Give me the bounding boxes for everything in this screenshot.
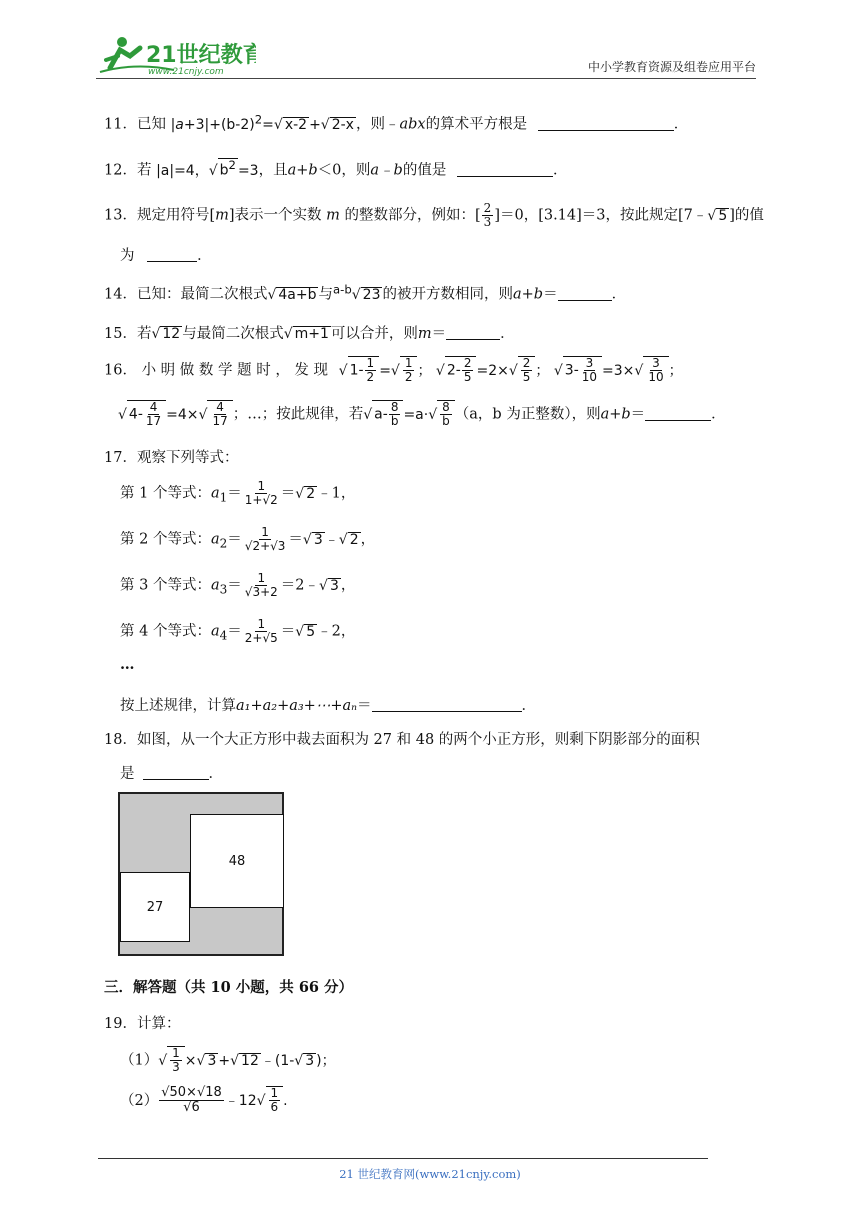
answer-blank[interactable] <box>558 285 612 301</box>
question-18-line2: 是 ． <box>120 766 223 782</box>
squares-figure <box>118 792 284 956</box>
q17-row-1: 第 1 个等式：$a_1=$ $\frac{1}{1+√2}$ ＝√ 2 ﹣1， <box>120 479 356 508</box>
question-15: 15．若√ 12 与最简二次根式√ m+1 可以合并，则m＝ ． <box>104 326 515 342</box>
question-11: 11．已知 $|a+3|+(b-2)^2=√$ x-2 +√ 2-x ，则﹣abx的算术平方根是 ． <box>104 112 689 133</box>
question-13: 13．规定用符号[m]表示一个实数 m 的整数部分，例如：[ $\frac{2}{3}$ ]＝0，[3.14]＝3，按此规定[7﹣√ 5 ]的值 <box>104 201 764 230</box>
logo-url: www.21cnjy.com <box>148 67 224 77</box>
q17-row-2: 第 2 个等式：$a_2=$ $\frac{1}{√2+√3}$ ＝√ 3 ﹣√ 2 ， <box>120 525 376 554</box>
q19-part-2: （2） $\frac{√50\times√18}{√6}$ ﹣12√ $\frac{1}{6}$ . <box>120 1085 288 1116</box>
site-logo <box>96 34 256 78</box>
footer-divider <box>98 1158 708 1159</box>
logo-text: 21世纪教育 <box>146 43 256 68</box>
square-27: 27 <box>120 872 190 942</box>
question-16-line2: √ 4- $\frac{4}{17}$ =4×√ $\frac{4}{17}$ ；…；按此规律，若√ a- $\frac{8}{b}$ =a·√ $\frac{8}{b}$ （a，b 为正整数），则a+b＝ ． <box>118 400 726 429</box>
question-16: 16． 小 明 做 数 学 题 时 ， 发 现 √ 1- $\frac{1}{2}$ =√ $\frac{1}{2}$ ； √ 2- $\frac{2}{5}$ =2×√ $\frac{2}{5}$ ； √ 3- $\frac{3}{10}$ =3×√ $\frac{3}{10}$ ； <box>104 356 683 385</box>
q17-row-4: 第 4 个等式：$a_4=$ $\frac{1}{2+√5}$ ＝√ 5 ﹣2， <box>120 617 356 646</box>
question-18: 18．如图，从一个大正方形中裁去面积为 27 和 48 的两个小正方形，则剩下阴影部分的面积 <box>104 732 700 748</box>
question-13-line2: 为 ． <box>120 248 212 264</box>
answer-blank[interactable] <box>372 697 522 713</box>
question-17: 17．观察下列等式： <box>104 450 239 466</box>
square-48: 48 <box>190 814 284 908</box>
q19-part-1: （1）√ $\frac{1}{3}$ ×√ 3 +√ 12 ﹣(1-√ 3 )； <box>120 1046 336 1075</box>
answer-blank[interactable] <box>143 765 209 781</box>
question-12: 12．若 |a|=4，√ $b^2 =3$，且a+b＜0，则a﹣b的值是 ． <box>104 158 568 179</box>
header-divider <box>96 78 756 79</box>
q17-dots: … <box>120 656 135 673</box>
question-19: 19．计算： <box>104 1016 181 1032</box>
platform-title: 中小学教育资源及组卷应用平台 <box>587 60 756 74</box>
q17-row-3: 第 3 个等式：$a_3=$ $\frac{1}{√3+2}$ ＝2﹣√ 3 ， <box>120 571 356 600</box>
question-14: 14．已知：最简二次根式√ 4a+b 与$^{a-b}$√ 23 的被开方数相同，则a+b＝ ． <box>104 282 627 303</box>
answer-blank[interactable] <box>538 115 674 131</box>
answer-blank[interactable] <box>446 325 500 341</box>
answer-blank[interactable] <box>457 161 553 177</box>
q17-last: 按上述规律，计算a₁+a₂+a₃+⋯+aₙ＝ ． <box>120 698 536 714</box>
footer-text[interactable]: 21 世纪教育网(www.21cnjy.com) <box>339 1167 521 1181</box>
answer-blank[interactable] <box>645 405 711 421</box>
section-3-heading: 三．解答题（共 10 小题，共 66 分） <box>104 979 354 996</box>
answer-blank[interactable] <box>147 247 197 263</box>
